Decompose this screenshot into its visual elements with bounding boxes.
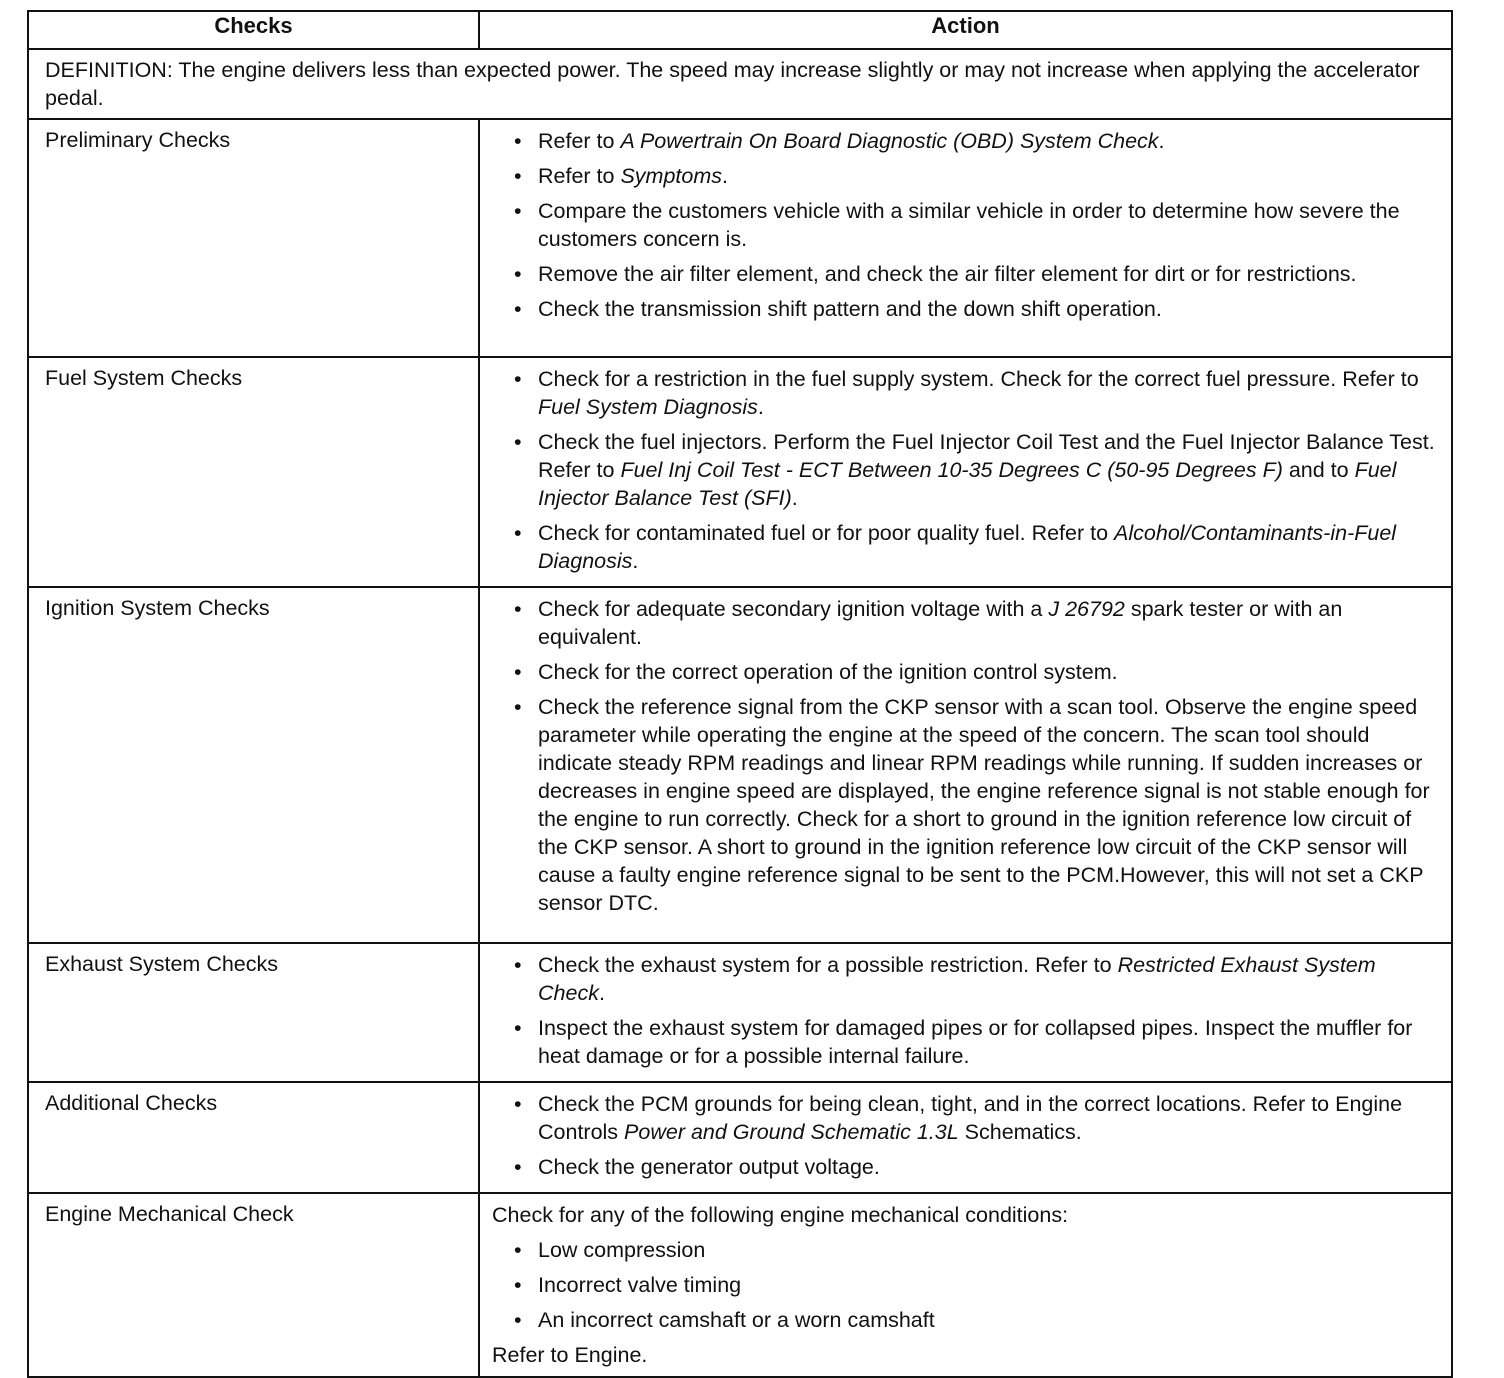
- action-text: Check for contaminated fuel or for poor quality fuel. Refer to: [538, 521, 1115, 545]
- action-text: Check the exhaust system for a possible restriction. Refer to: [538, 953, 1118, 977]
- action-list: [510, 595, 1443, 917]
- action-cell: [479, 357, 1452, 587]
- action-item: [510, 162, 1443, 190]
- action-text: An incorrect camshaft or a worn camshaft: [538, 1308, 935, 1332]
- check-name: Additional Checks: [28, 1082, 479, 1193]
- action-text: .: [598, 981, 605, 1005]
- reference-link-text: Power and Ground Schematic 1.3L: [624, 1120, 959, 1144]
- action-item: [510, 658, 1443, 686]
- action-text: Schematics.: [958, 1120, 1082, 1144]
- action-text: Check for adequate secondary ignition voltage with a: [538, 597, 1049, 621]
- action-list: [510, 1090, 1443, 1181]
- reference-link-text: Fuel System Diagnosis: [538, 395, 758, 419]
- reference-link-text: Symptoms: [620, 164, 723, 188]
- action-outro: Refer to Engine.: [492, 1343, 648, 1367]
- action-item: [510, 295, 1443, 323]
- action-text: Check the generator output voltage.: [538, 1155, 880, 1179]
- action-text: Compare the customers vehicle with a similar vehicle in order to determine how severe the customers concern is.: [538, 199, 1400, 251]
- action-cell: [479, 943, 1452, 1082]
- action-text: .: [791, 486, 798, 510]
- definition-row: [28, 49, 1452, 119]
- action-item: [510, 693, 1443, 917]
- action-text: Check for the correct operation of the ignition control system.: [538, 660, 1118, 684]
- action-text: Check the transmission shift pattern and the down shift operation.: [538, 297, 1162, 321]
- action-item: [510, 519, 1443, 575]
- action-cell: [479, 587, 1452, 943]
- table-row: [28, 587, 1452, 943]
- action-list: [510, 127, 1443, 323]
- check-name: Exhaust System Checks: [28, 943, 479, 1082]
- action-text: spark tester or with an equivalent.: [538, 597, 1343, 649]
- check-name: Engine Mechanical Check: [28, 1193, 479, 1377]
- diagnostic-table: [27, 10, 1453, 1378]
- header-row: [28, 11, 1452, 49]
- table-row: [28, 1193, 1452, 1377]
- action-cell: [479, 1193, 1452, 1377]
- action-text: .: [722, 164, 728, 188]
- action-item: [510, 1153, 1443, 1181]
- table-row: [28, 943, 1452, 1082]
- action-item: [510, 1090, 1443, 1146]
- check-name: Ignition System Checks: [28, 587, 479, 943]
- action-list: [510, 951, 1443, 1070]
- action-text: .: [1158, 129, 1165, 153]
- check-name: Preliminary Checks: [28, 119, 479, 357]
- action-text: Check the fuel injectors. Perform the Fuel Injector Coil Test and the Fuel Injector Balance Test. Refer to: [538, 430, 1435, 482]
- action-text: Refer to: [538, 164, 621, 188]
- table-row: [28, 357, 1452, 587]
- action-text: Check the PCM grounds for being clean, tight, and in the correct locations. Refer to Engine Controls: [538, 1092, 1403, 1144]
- definition-text: DEFINITION: The engine delivers less than expected power. The speed may increase slightly or may not increase when applying the accelerator pedal.: [28, 49, 1452, 119]
- action-intro: Check for any of the following engine mechanical conditions:: [492, 1203, 1069, 1227]
- action-item: [510, 951, 1443, 1007]
- reference-link-text: Restricted Exhaust System Check: [538, 953, 1376, 1005]
- action-text: Low compression: [538, 1238, 706, 1262]
- reference-link-text: A Powertrain On Board Diagnostic (OBD) System Check: [620, 129, 1159, 153]
- action-item: [510, 260, 1443, 288]
- reference-link-text: Alcohol/Contaminants-in-Fuel Diagnosis: [538, 521, 1397, 573]
- reference-link-text: Fuel Inj Coil Test - ECT Between 10-35 Degrees C (50-95 Degrees F): [620, 458, 1283, 482]
- action-item: [510, 428, 1443, 512]
- reference-link-text: Fuel Injector Balance Test (SFI): [538, 458, 1397, 510]
- action-text: and to: [1282, 458, 1355, 482]
- table-row: [28, 119, 1452, 357]
- header-checks: Checks: [28, 11, 479, 49]
- action-item: [510, 1306, 1443, 1334]
- action-item: [510, 1014, 1443, 1070]
- reference-link-text: J 26792: [1048, 597, 1125, 621]
- action-item: [510, 127, 1443, 155]
- action-cell: [479, 1082, 1452, 1193]
- action-list: [510, 365, 1443, 575]
- header-action: Action: [479, 11, 1452, 49]
- action-list: [510, 1236, 1443, 1334]
- action-item: [510, 595, 1443, 651]
- table-row: [28, 1082, 1452, 1193]
- action-text: .: [632, 549, 639, 573]
- action-text: Inspect the exhaust system for damaged pipes or for collapsed pipes. Inspect the muffler for heat damage or for a possible internal failure.: [538, 1016, 1413, 1068]
- action-item: [510, 365, 1443, 421]
- action-item: [510, 1271, 1443, 1299]
- action-cell: [479, 119, 1452, 357]
- action-text: Remove the air filter element, and check the air filter element for dirt or for restrictions.: [538, 262, 1357, 286]
- action-text: Check the reference signal from the CKP sensor with a scan tool. Observe the engine speed parameter while operating the engine at the speed of the concern. The scan tool should indicate steady RPM readings and linear RPM readings while running. If sudden increases or decreases in engine speed are displayed, the engine reference signal is not stable enough for the engine to run correctly. Check for a short to ground in the ignition reference low circuit of the CKP sensor. A short to ground in the ignition reference low circuit of the CKP sensor will cause a faulty engine reference signal to be sent to the PCM.However, this will not set a CKP sensor DTC.: [538, 695, 1430, 915]
- action-item: [510, 197, 1443, 253]
- action-text: Refer to: [538, 129, 621, 153]
- action-text: .: [757, 395, 764, 419]
- action-item: [510, 1236, 1443, 1264]
- check-name: Fuel System Checks: [28, 357, 479, 587]
- action-text: Incorrect valve timing: [538, 1273, 742, 1297]
- action-text: Check for a restriction in the fuel supply system. Check for the correct fuel pressure. Refer to: [538, 367, 1419, 391]
